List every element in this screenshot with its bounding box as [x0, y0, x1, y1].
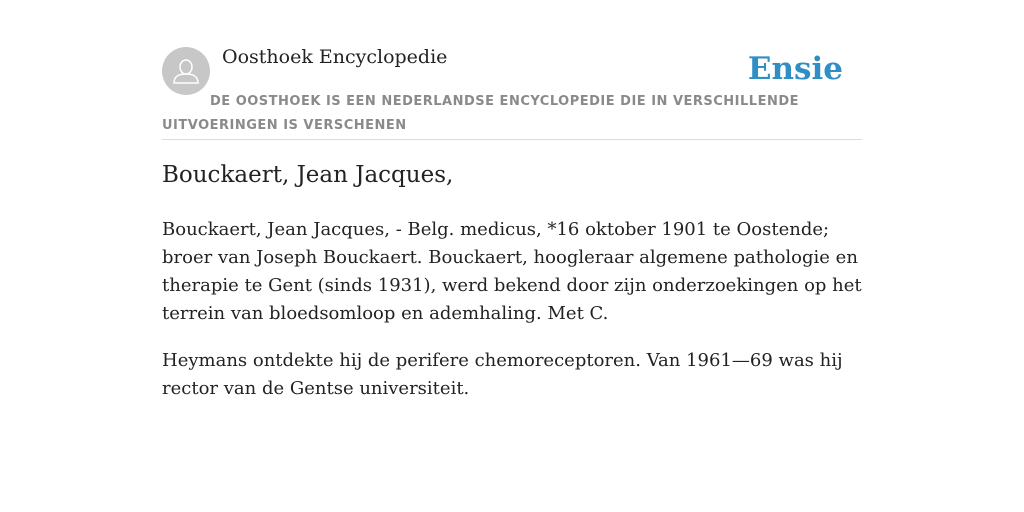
author-avatar[interactable] [162, 47, 210, 95]
site-name[interactable]: Oosthoek Encyclopedie [222, 46, 448, 68]
site-tagline: DE OOSTHOEK IS EEN NEDERLANDSE ENCYCLOPEDIE DIE IN VERSCHILLENDE UITVOERINGEN IS VERSCHENEN [162, 94, 800, 133]
header-divider [162, 139, 862, 140]
article-paragraph: Heymans ontdekte hij de perifere chemoreceptoren. Van 1961—69 was hij rector van de Gentse universiteit. [162, 350, 843, 399]
brand-logo[interactable]: Ensie [747, 51, 843, 87]
article-body [162, 216, 862, 422]
user-silhouette-icon [162, 47, 210, 95]
article-paragraph: Bouckaert, Jean Jacques, - Belg. medicus, *16 oktober 1901 te Oostende; broer van Joseph Bouckaert. Bouckaert, hoogleraar algemene pathologie en therapie te Gent (sinds 1931), werd bekend door zijn onderzoekingen op het terrein van bloedsomloop en ademhaling. Met C. [162, 219, 862, 324]
article-title: Bouckaert, Jean Jacques, [162, 162, 454, 188]
